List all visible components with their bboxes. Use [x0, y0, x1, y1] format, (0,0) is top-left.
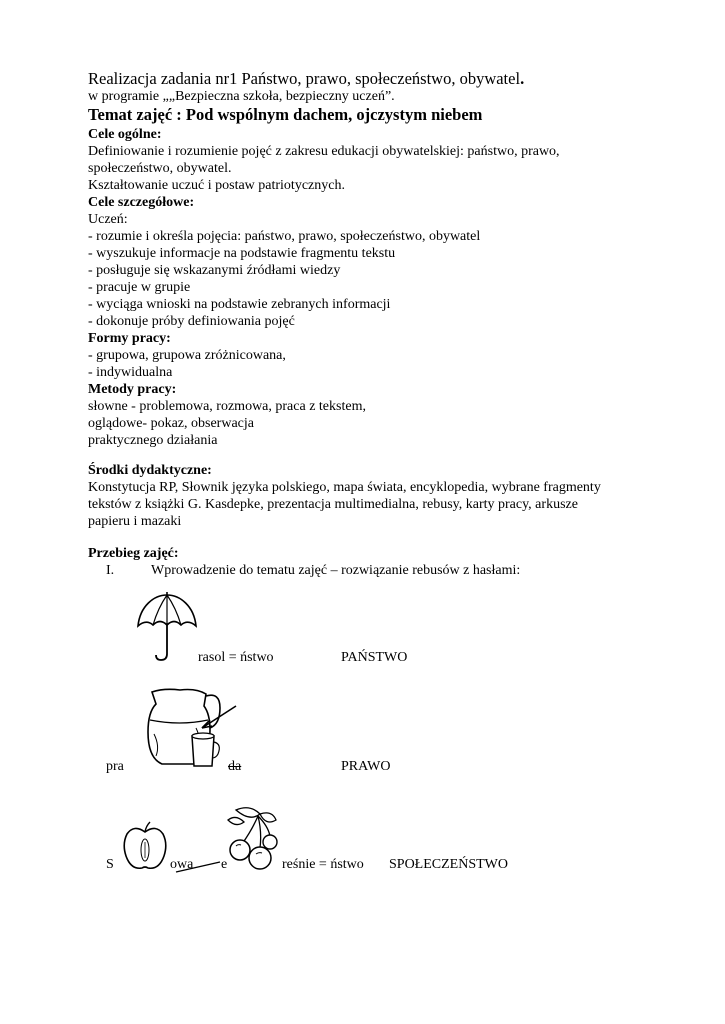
rebus2-struck: da — [228, 759, 242, 774]
lesson-topic: Temat zajęć : Pod wspólnym dachem, ojczystym niebem — [88, 105, 483, 124]
step-text: Wprowadzenie do tematu zajęć – rozwiązanie rebusów z hasłami: — [151, 563, 521, 578]
rebus3-s: S — [106, 857, 114, 872]
step-number: I. — [106, 563, 115, 578]
list-item: - posługuje się wskazanymi źródłami wiedzy — [88, 263, 341, 278]
list-item: - wyciąga wnioski na podstawie zebranych informacji — [88, 297, 391, 312]
rebus3-tail: reśnie = ństwo — [282, 857, 364, 872]
program-line: w programie „„Bezpieczna szkoła, bezpieczny uczeń”. — [88, 89, 395, 104]
rebus1-answer: PAŃSTWO — [341, 650, 408, 665]
rebus3-e: e — [221, 857, 228, 872]
rebus2-answer: PRAWO — [341, 759, 391, 774]
srodki-heading: Środki dydaktyczne: — [88, 463, 212, 478]
przebieg-heading: Przebieg zajęć: — [88, 546, 179, 561]
list-item: oglądowe- pokaz, obserwacja — [88, 416, 254, 431]
cele-szczegolowe-heading: Cele szczegółowe: — [88, 195, 195, 210]
list-item: - pracuje w grupie — [88, 280, 191, 295]
cele-ogolne-line: społeczeństwo, obywatel. — [88, 161, 232, 176]
list-item: - wyszukuje informacje na podstawie fragmentu tekstu — [88, 246, 396, 261]
list-item: - rozumie i określa pojęcia: państwo, prawo, społeczeństwo, obywatel — [88, 229, 481, 244]
cele-ogolne-heading: Cele ogólne: — [88, 127, 162, 142]
cele-szczegolowe-intro: Uczeń: — [88, 212, 128, 227]
rebus3-owa: owa — [170, 857, 194, 872]
apple-icon — [122, 820, 168, 872]
umbrella-icon — [136, 592, 198, 664]
rebus1-text: rasol = ństwo — [198, 650, 274, 665]
cele-ogolne-line: Kształtowanie uczuć i postaw patriotycznych. — [88, 178, 345, 193]
cele-ogolne-line: Definiowanie i rozumienie pojęć z zakresu edukacji obywatelskiej: państwo, prawo, — [88, 144, 560, 159]
list-item: - dokonuje próby definiowania pojęć — [88, 314, 295, 329]
metody-pracy-heading: Metody pracy: — [88, 382, 177, 397]
cherries-icon — [226, 806, 278, 872]
rebus3-answer: SPOŁECZEŃSTWO — [389, 857, 508, 872]
list-item: - indywidualna — [88, 365, 173, 380]
jug-and-cup-icon — [140, 684, 240, 774]
list-item: praktycznego działania — [88, 433, 218, 448]
formy-pracy-heading: Formy pracy: — [88, 331, 171, 346]
rebus2-prefix: pra — [106, 759, 124, 774]
list-item: słowne - problemowa, rozmowa, praca z tekstem, — [88, 399, 366, 414]
srodki-line: Konstytucja RP, Słownik języka polskiego, mapa świata, encyklopedia, wybrane fragmenty — [88, 480, 601, 495]
srodki-line: papieru i mazaki — [88, 514, 182, 529]
srodki-line: tekstów z książki G. Kasdepke, prezentacja multimedialna, rebusy, karty pracy, arkusze — [88, 497, 578, 512]
list-item: - grupowa, grupowa zróżnicowana, — [88, 348, 286, 363]
document-title: Realizacja zadania nr1 Państwo, prawo, społeczeństwo, obywatel. — [88, 69, 525, 88]
